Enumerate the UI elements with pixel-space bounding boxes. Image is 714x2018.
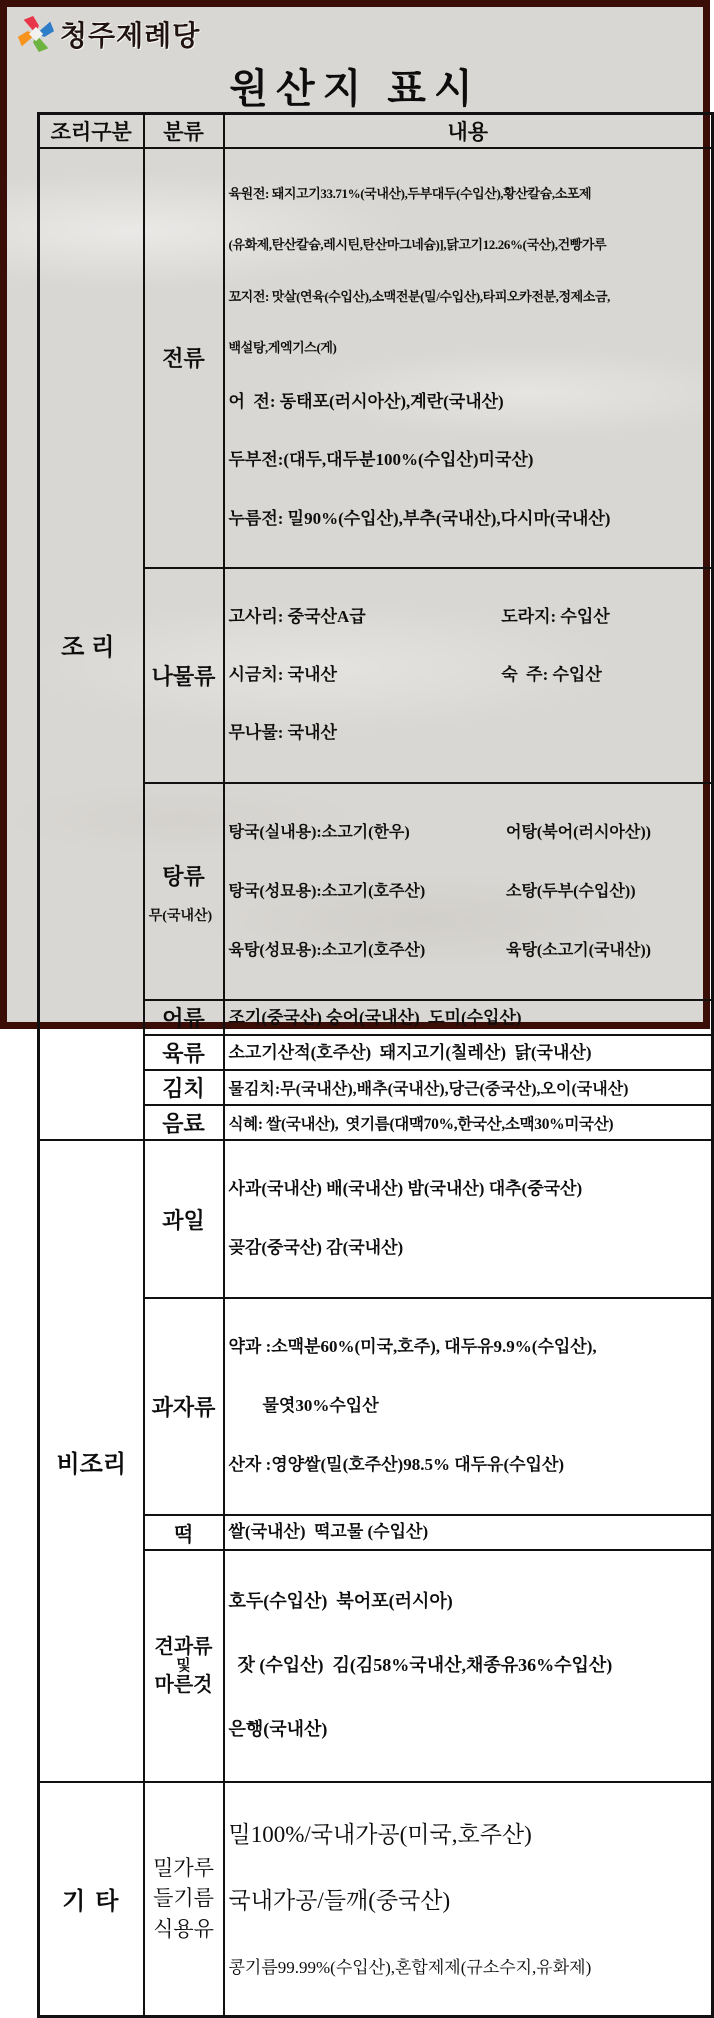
content-item: 소탕(두부(수입산)) <box>506 883 636 901</box>
content-line <box>229 880 708 903</box>
content-eumryo: 식혜: 쌀(국내산), 엿기름(대맥70%,한국산,소맥30%미국산) <box>224 1105 713 1140</box>
category-label: 탕류 <box>162 864 205 890</box>
row-gita <box>39 1782 713 2016</box>
content-line: 사과(국내산) 배(국내산) 밤(국내산) 대추(중국산) <box>228 1179 583 1199</box>
category-tang <box>144 783 224 1001</box>
content-kimchi: 물김치:무(국내산),배추(국내산),당근(중국산),오이(국내산) <box>224 1070 713 1105</box>
content-line: 누름전: 밀90%(수입산),부추(국내산),다시마(국내산) <box>228 508 611 528</box>
content-line: 곶감(중국산) 감(국내산) <box>228 1238 404 1258</box>
category-label-line: 견과류 <box>154 1635 213 1658</box>
content-line: 국내가공/들깨(중국산) <box>228 1888 451 1914</box>
content-line: 잣 (수입산) 김(김58%국내산,채종유36%수입산) <box>228 1655 613 1676</box>
content-item: 육탕(소고기(국내산)) <box>506 942 651 960</box>
content-line: 꼬지전: 맛살(연육(수입산),소맥전분(밀/수입산),타피오카전분,정제소금, <box>228 288 610 304</box>
brand-name: 청주제례당 <box>60 21 201 52</box>
content-gwaja <box>224 1298 713 1515</box>
content-yukryu: 소고기산적(호주산) 돼지고기(칠레산) 닭(국내산) <box>224 1035 713 1070</box>
section-label-bijori: 비조리 <box>39 1140 144 1781</box>
content-item <box>501 722 707 744</box>
content-gwail <box>224 1140 713 1298</box>
row-gwail <box>39 1140 713 1298</box>
content-item: 숙 주: 수입산 <box>501 665 602 685</box>
category-label-line: 및 <box>176 1657 191 1674</box>
category-label-line: 밀가루 <box>153 1856 214 1881</box>
table-header-row <box>39 114 713 149</box>
content-line: 물엿30%수입산 <box>228 1396 379 1416</box>
content-item: 육탕(성묘용):소고기(호주산) <box>228 942 426 960</box>
category-tteok: 떡 <box>144 1515 224 1550</box>
content-eoryu: 조기(중국산) 숭어(국내산) 도미(수입산) <box>224 1000 713 1035</box>
origin-table <box>37 112 714 2018</box>
content-gita <box>224 1782 713 2016</box>
category-gwail: 과일 <box>144 1140 224 1298</box>
content-jeon <box>224 148 713 568</box>
content-namul <box>224 568 713 783</box>
category-gyeongwa <box>144 1550 224 1782</box>
category-eoryu: 어류 <box>144 1000 224 1035</box>
brand-pinwheel-icon <box>17 15 55 53</box>
content-line <box>229 664 708 686</box>
col-header-content: 내용 <box>224 114 713 149</box>
content-line: 콩기름99.99%(수입산),혼합제제(규소수지,유화제) <box>228 1957 592 1977</box>
content-line: 두부전:(대두,대두분100%(수입산)미국산) <box>228 450 534 470</box>
content-tang <box>224 783 713 1001</box>
category-namul: 나물류 <box>144 568 224 783</box>
category-label-line: 들기름 <box>153 1886 214 1911</box>
content-gyeongwa <box>224 1550 713 1782</box>
content-item: 탕국(실내용):소고기(한우) <box>228 823 410 841</box>
content-line: 은행(국내산) <box>228 1718 328 1739</box>
category-sublabel: 무(국내산) <box>148 909 213 925</box>
content-item: 고사리: 중국산A급 <box>228 606 366 626</box>
content-item: 무나물: 국내산 <box>228 723 337 743</box>
content-line <box>229 821 708 844</box>
content-line: 산자 :영양쌀(밀(호주산)98.5% 대두유(수입산) <box>228 1455 565 1475</box>
content-item: 도라지: 수입산 <box>501 606 610 626</box>
content-line: 호두(수입산) 북어포(러시아) <box>228 1591 453 1612</box>
col-header-classification: 분류 <box>144 114 224 149</box>
page-title: 원산지 표시 <box>229 66 481 111</box>
content-item: 어탕(북어(러시아산)) <box>506 823 651 841</box>
category-eumryo: 음료 <box>144 1105 224 1140</box>
section-label-gita: 기 타 <box>39 1782 144 2016</box>
category-label-line: 식용유 <box>153 1916 214 1941</box>
section-label-jori: 조리 <box>39 148 144 1140</box>
category-gita <box>144 1782 224 2016</box>
category-jeon: 전류 <box>144 148 224 568</box>
row-jeon <box>39 148 713 568</box>
col-header-cooking-category: 조리구분 <box>39 114 144 149</box>
content-line: 밀100%/국내가공(미국,호주산) <box>228 1821 532 1847</box>
content-tteok: 쌀(국내산) 떡고물 (수입산) <box>224 1515 713 1550</box>
content-line <box>229 722 708 744</box>
content-line: 육원전: 돼지고기33.71%(국내산),두부대두(수입산),황산칼슘,소포제 <box>228 186 592 201</box>
category-label-line: 마른것 <box>154 1674 213 1697</box>
content-item: 시금치: 국내산 <box>228 665 337 685</box>
content-line: 어 전: 동태포(러시아산),계란(국내산) <box>228 392 504 412</box>
content-line <box>229 939 708 962</box>
content-line: 약과 :소맥분60%(미국,호주), 대두유9.9%(수입산), <box>228 1337 597 1357</box>
content-item: 탕국(성묘용):소고기(호주산) <box>228 883 426 901</box>
content-line: 백설탕,게엑기스(게) <box>228 339 337 355</box>
content-line <box>229 606 708 628</box>
category-gwaja: 과자류 <box>144 1298 224 1515</box>
brand-logo <box>17 14 200 54</box>
category-yukryu: 육류 <box>144 1035 224 1070</box>
content-line: (유화제,탄산칼슘,레시틴,탄산마그네슘)],닭고기12.26%(국산),건빵가루 <box>228 237 607 253</box>
category-kimchi: 김치 <box>144 1070 224 1105</box>
